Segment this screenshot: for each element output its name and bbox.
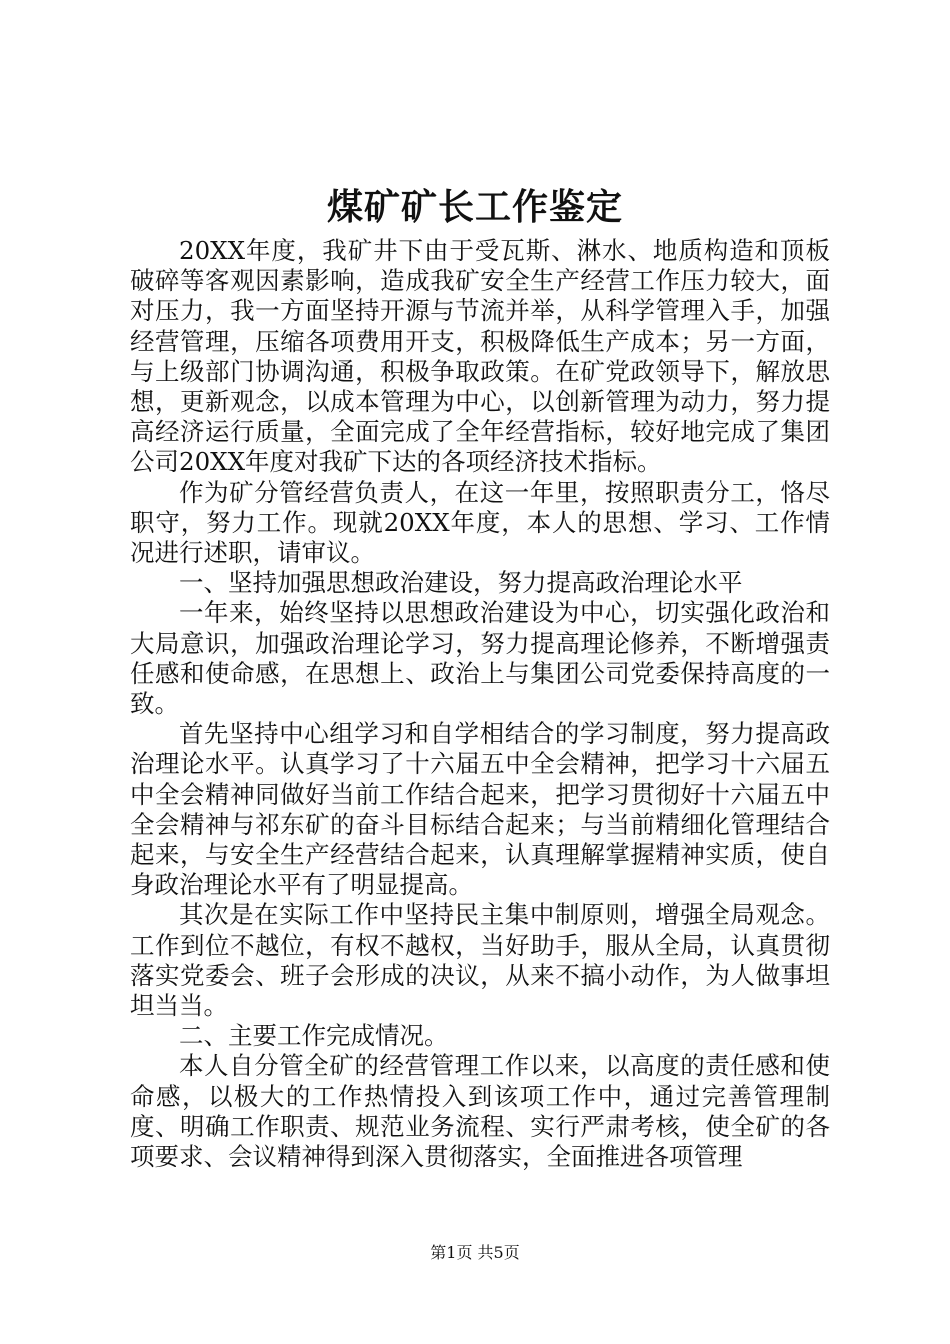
document-body <box>130 236 830 1172</box>
page-footer: 第1页 共5页 <box>430 1243 520 1262</box>
paragraph-1: 20XX年度，我矿井下由于受瓦斯、淋水、地质构造和顶板破碎等客观因素影响，造成我矿安全生产经营工作压力较大，面对压力，我一方面坚持开源与节流并举，从科学管理入手，加强经营管理，压缩各项费用开支，积极降低生产成本；另一方面，与上级部门协调沟通，积极争取政策。在矿党政领导下，解放思想，更新观念，以成本管理为中心，以创新管理为动力，努力提高经济运行质量，全面完成了全年经营指标，较好地完成了集团公司20XX年度对我矿下达的各项经济技术指标。 <box>130 236 830 477</box>
paragraph-2: 作为矿分管经营负责人，在这一年里，按照职责分工，恪尽职守，努力工作。现就20XX年度，本人的思想、学习、工作情况进行述职，请审议。 <box>130 477 830 568</box>
section-heading-2: 二、主要工作完成情况。 <box>179 1021 449 1051</box>
paragraph-5: 其次是在实际工作中坚持民主集中制原则，增强全局观念。工作到位不越位，有权不越权，当好助手，服从全局，认真贯彻落实党委会、班子会形成的决议，从来不搞小动作，为人做事坦坦当当。 <box>130 900 830 1021</box>
document-title: 煤矿矿长工作鉴定 <box>326 186 623 228</box>
paragraph-3: 一年来，始终坚持以思想政治建设为中心，切实强化政治和大局意识，加强政治理论学习，努力提高理论修养，不断增强责任感和使命感，在思想上、政治上与集团公司党委保持高度的一致。 <box>130 598 830 719</box>
section-heading-1: 一、坚持加强思想政治建设，努力提高政治理论水平 <box>179 568 743 598</box>
paragraph-6: 本人自分管全矿的经营管理工作以来，以高度的责任感和使命感，以极大的工作热情投入到该项工作中，通过完善管理制度、明确工作职责、规范业务流程、实行严肃考核，使全矿的各项要求、会议精神得到深入贯彻落实，全面推进各项管理 <box>130 1051 830 1172</box>
paragraph-4: 首先坚持中心组学习和自学相结合的学习制度，努力提高政治理论水平。认真学习了十六届五中全会精神，把学习十六届五中全会精神同做好当前工作结合起来，把学习贯彻好十六届五中全会精神与祁东矿的奋斗目标结合起来；与当前精细化管理结合起来，与安全生产经营结合起来，认真理解掌握精神实质，使自身政治理论水平有了明显提高。 <box>130 719 830 900</box>
